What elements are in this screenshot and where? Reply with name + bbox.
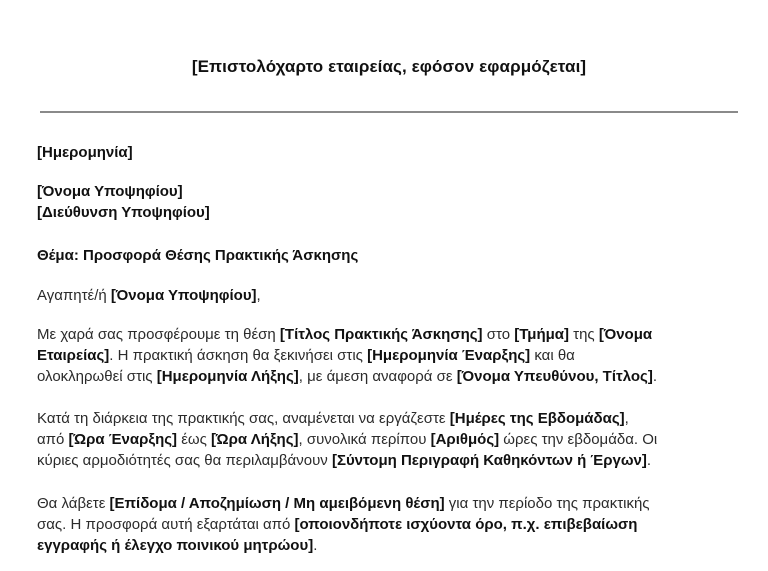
internship-title-placeholder: [Τίτλος Πρακτικής Άσκησης]: [279, 326, 483, 343]
greeting-suffix: ,: [256, 287, 261, 304]
text: .: [646, 452, 652, 469]
paragraph-line: [37, 345, 737, 366]
compensation-placeholder: [Επίδομα / Αποζημίωση / Μη αμειβόμενη θέση]: [109, 495, 445, 512]
text: . Η πρακτική άσκηση θα ξεκινήσει στις: [109, 347, 368, 364]
subject-line: Θέμα: Προσφορά Θέσης Πρακτικής Άσκησης: [37, 247, 359, 264]
candidate-address: [Διεύθυνση Υποψηφίου]: [37, 204, 210, 221]
greeting: [37, 285, 261, 306]
paragraph-offer: [37, 324, 737, 387]
company-name-placeholder: [Όνομα: [598, 326, 653, 343]
text: , με άμεση αναφορά σε: [298, 368, 457, 385]
paragraph-line: [37, 366, 737, 387]
text: , συνολικά περίπου: [298, 431, 431, 448]
candidate-name: [Όνομα Υποψηφίου]: [37, 183, 183, 200]
supervisor-placeholder: [Όνομα Υπευθύνου, Τίτλος]: [456, 368, 653, 385]
end-date-placeholder: [Ημερομηνία Λήξης]: [156, 368, 299, 385]
hours-placeholder: [Αριθμός]: [430, 431, 500, 448]
text: ολοκληρωθεί στις: [37, 368, 157, 385]
letterhead-placeholder: [Επιστολόχαρτο εταιρείας, εφόσον εφαρμόζεται]: [191, 57, 587, 76]
weekdays-placeholder: [Ημέρες της Εβδομάδας]: [449, 410, 625, 427]
paragraph-line: [37, 450, 737, 471]
paragraph-line: [37, 535, 737, 556]
text: .: [652, 368, 657, 385]
paragraph-line: [37, 408, 737, 429]
paragraph-line: [37, 493, 737, 514]
text: στο: [482, 326, 515, 343]
greeting-prefix: Αγαπητέ/ή: [37, 287, 111, 304]
candidate-address-block: [37, 181, 210, 223]
department-placeholder: [Τμήμα]: [514, 326, 569, 343]
paragraph-compensation: [37, 493, 737, 556]
text: έως: [177, 431, 212, 448]
greeting-name: [Όνομα Υποψηφίου]: [110, 287, 257, 304]
company-name-placeholder: Εταιρείας]: [37, 347, 110, 364]
paragraph-schedule: [37, 408, 737, 471]
text: Θα λάβετε: [37, 495, 110, 512]
start-date-placeholder: [Ημερομηνία Έναρξης]: [367, 347, 531, 364]
text: ,: [624, 410, 629, 427]
text: και θα: [530, 347, 575, 364]
text: .: [313, 537, 318, 554]
end-time-placeholder: [Ώρα Λήξης]: [211, 431, 299, 448]
text: της: [569, 326, 599, 343]
text: ώρες την εβδομάδα. Οι: [499, 431, 658, 448]
text: Κατά τη διάρκεια της πρακτικής σας, αναμένεται να εργάζεστε: [37, 410, 450, 427]
condition-placeholder: [οποιονδήποτε ισχύοντα όρο, π.χ. επιβεβαίωση: [294, 516, 638, 533]
duties-placeholder: [Σύντομη Περιγραφή Καθηκόντων ή Έργων]: [331, 452, 647, 469]
date-placeholder: [Ημερομηνία]: [37, 144, 133, 161]
paragraph-line: [37, 514, 737, 535]
condition-placeholder: εγγραφής ή έλεγχο ποινικού μητρώου]: [37, 537, 314, 554]
text: Με χαρά σας προσφέρουμε τη θέση: [37, 326, 280, 343]
text: για την περίοδο της πρακτικής: [444, 495, 650, 512]
paragraph-line: [37, 324, 737, 345]
text: σας. Η προσφορά αυτή εξαρτάται από: [37, 516, 295, 533]
start-time-placeholder: [Ώρα Έναρξης]: [68, 431, 178, 448]
paragraph-line: [37, 429, 737, 450]
text: από: [37, 431, 69, 448]
text: κύριες αρμοδιότητές σας θα περιλαμβάνουν: [37, 452, 332, 469]
header-divider: [40, 111, 738, 113]
